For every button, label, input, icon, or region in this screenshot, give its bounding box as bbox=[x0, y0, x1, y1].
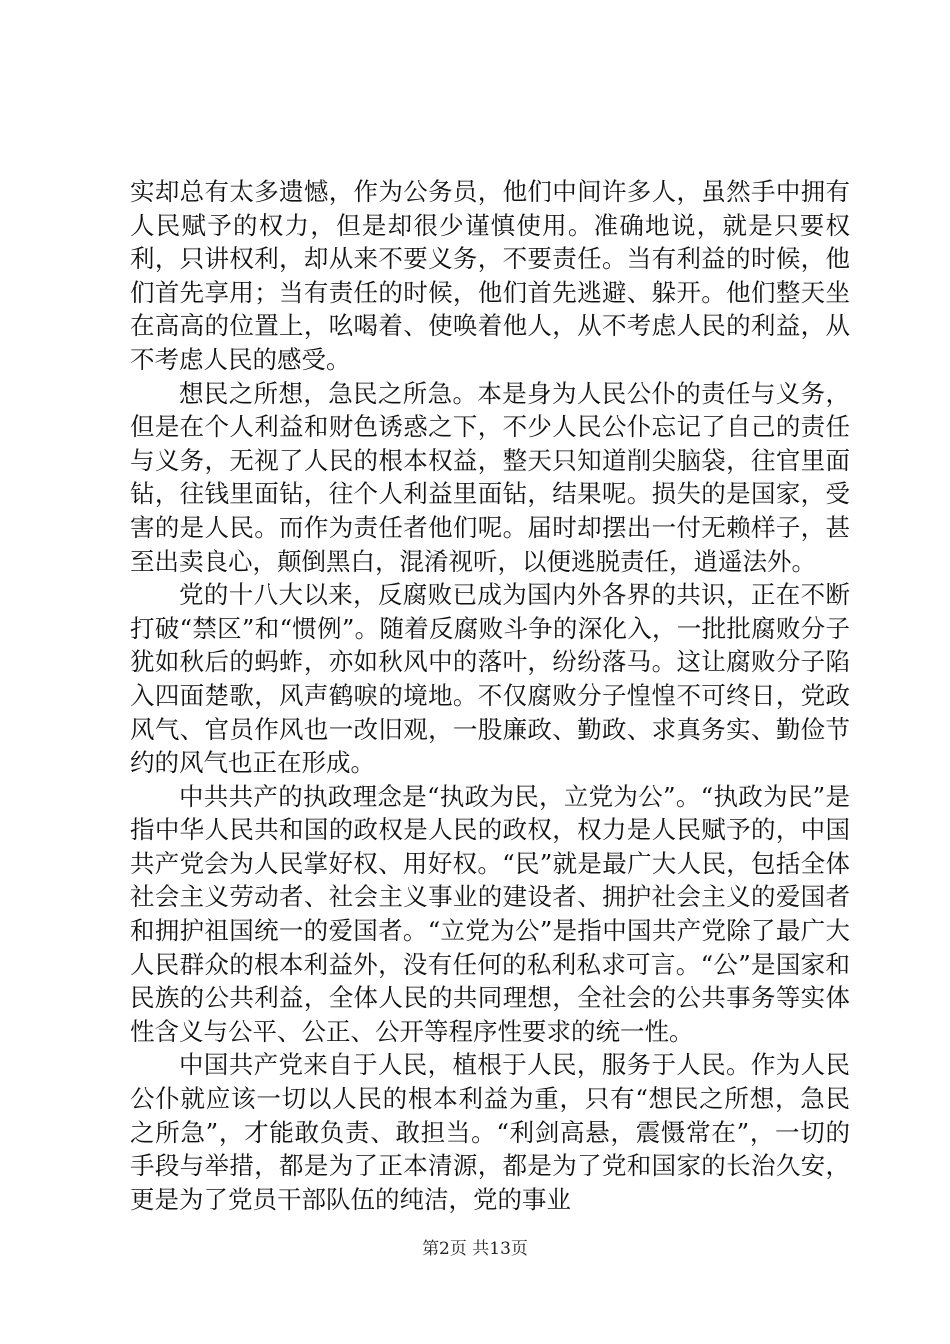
paragraph-5: 中国共产党来自于人民，植根于人民，服务于人民。作为人民公仆就应该一切以人民的根本利益为重，只有“想民之所想，急民之所急”，才能敢负责、敢担当。“利剑高悬，震慑常在”，一切的手段与举措，都是为了正本清源，都是为了党和国家的长治久安，更是为了党员干部队伍的纯洁，党的事业 bbox=[130, 1050, 850, 1214]
paragraph-1: 实却总有太多遗憾，作为公务员，他们中间许多人，虽然手中拥有人民赋予的权力，但是却很少谨慎使用。准确地说，就是只要权利，只讲权利，却从来不要义务，不要责任。当有利益的时候，他们首先享用；当有责任的时候，他们首先逃避、躲开。他们整天坐在高高的位置上，吆喝着、使唤着他人，从不考虑人民的利益，从不考虑人民的感受。 bbox=[130, 177, 850, 374]
paragraph-4: 中共共产的执政理念是“执政为民，立党为公”。“执政为民”是指中华人民共和国的政权是人民的政权，权力是人民赋予的，中国共产党会为人民掌好权、用好权。“民”就是最广大人民，包括全体社会主义劳动者、社会主义事业的建设者、拥护社会主义的爱国者和拥护祖国统一的爱国者。“立党为公”是指中国共产党除了最广大人民群众的根本利益外，没有任何的私利私求可言。“公”是国家和民族的公共利益，全体人民的共同理想，全社会的公共事务等实体性含义与公平、公正、公开等程序性要求的统一性。 bbox=[130, 781, 850, 1046]
paragraph-3: 党的十八大以来，反腐败已成为国内外各界的共识，正在不断打破“禁区”和“惯例”。随着反腐败斗争的深化入，一批批腐败分子犹如秋后的蚂蚱，亦如秋风中的落叶，纷纷落马。这让腐败分子陷入四面楚歌，风声鹤唳的境地。不仅腐败分子惶惶不可终日，党政风气、官员作风也一改旧观，一股廉政、勤政、求真务实、勤俭节约的风气也正在形成。 bbox=[130, 580, 850, 778]
page-number-footer: 第2页 共13页 bbox=[422, 1239, 528, 1259]
document-body bbox=[130, 175, 850, 1216]
paragraph-2: 想民之所想，急民之所急。本是身为人民公仆的责任与义务，但是在个人利益和财色诱惑之下，不少人民公仆忘记了自己的责任与义务，无视了人民的根本权益，整天只知道削尖脑袋，往官里面钻，往钱里面钻，往个人利益里面钻，结果呢。损失的是国家，受害的是人民。而作为责任者他们呢。届时却摆出一付无赖样子，甚至出卖良心，颠倒黑白，混淆视听，以便逃脱责任，逍遥法外。 bbox=[130, 378, 850, 576]
